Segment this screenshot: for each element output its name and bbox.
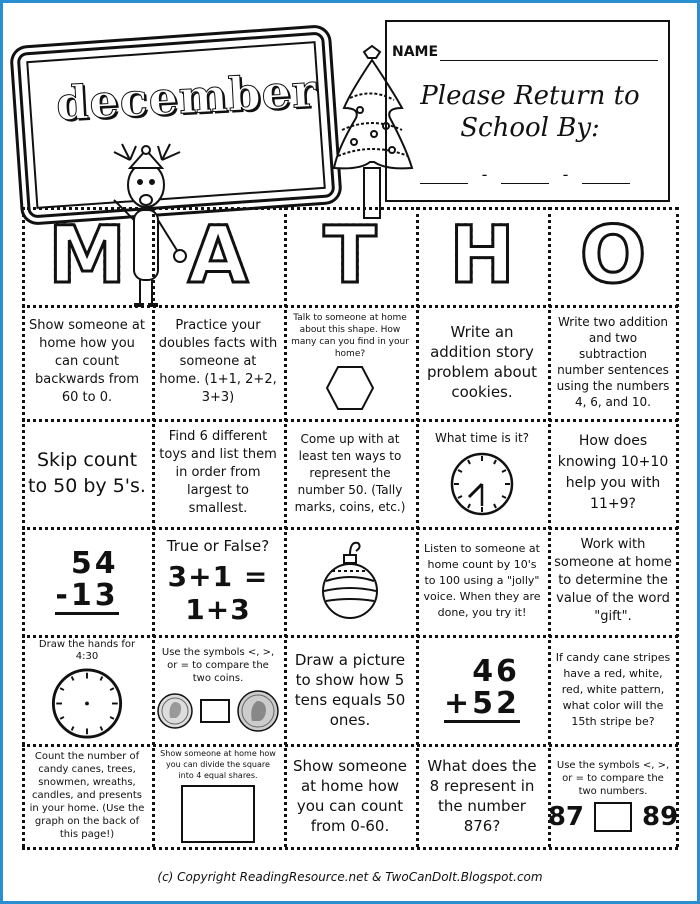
activity-text: Draw a picture to show how 5 tens equals 50 ones. <box>294 650 406 729</box>
hexagon-icon <box>325 364 375 412</box>
activity-cell <box>152 527 284 635</box>
activity-text: Show someone at home how you can count backwards from 60 to 0. <box>29 318 145 405</box>
matho-header-cell <box>22 207 152 305</box>
matho-letter-o: O <box>579 211 647 301</box>
coin-compare <box>156 689 280 733</box>
copyright-footer: (c) Copyright ReadingResource.net & TwoCanDoIt.Blogspot.com <box>157 870 543 884</box>
activity-text: Draw the hands for 4:30 <box>38 639 136 662</box>
compare-right-number: 89 <box>642 802 679 832</box>
activity-cell <box>548 527 678 635</box>
activity-cell <box>548 419 678 527</box>
activity-text: If candy cane stripes have a red, white, red, white pattern, what color will the 15th stripe be? <box>555 650 671 728</box>
activity-text: Find 6 different toys and list them in order from largest to smallest. <box>159 429 277 516</box>
matho-header-cell <box>548 207 678 305</box>
activity-text: Come up with at least ten ways to represent the number 50. (Tally marks, coins, etc.) <box>294 431 406 514</box>
matho-header-cell <box>152 207 284 305</box>
activity-cell <box>22 744 152 847</box>
activity-cell <box>284 635 416 744</box>
matho-letter-t: T <box>323 211 377 301</box>
activity-cell <box>284 744 416 847</box>
activity-cell <box>284 305 416 419</box>
penny-coin-icon <box>156 692 194 730</box>
activity-text: What time is it? <box>434 431 530 445</box>
date-year-line[interactable] <box>582 165 630 184</box>
addition-problem <box>444 656 520 723</box>
activity-cell <box>152 635 284 744</box>
nickel-coin-icon <box>236 689 280 733</box>
activity-text: Show someone at home how you can count from 0-60. <box>293 756 407 835</box>
activity-text: Skip count to 50 by 5's. <box>28 449 146 497</box>
compare-symbol-box[interactable] <box>200 699 230 723</box>
return-date-lines <box>420 165 630 184</box>
activity-text: Use the symbols <, >, or = to compare the two numbers. <box>556 760 670 797</box>
activity-cell <box>22 635 152 744</box>
name-label: NAME <box>392 44 439 60</box>
activity-text: Listen to someone at home count by 10's to 100 using a "jolly" voice. When they are done, you try it! <box>423 542 541 619</box>
divide-square-shape <box>181 785 255 843</box>
activity-cell <box>152 419 284 527</box>
addition-bottom: +52 <box>444 686 520 721</box>
activity-cell <box>548 305 678 419</box>
activity-text: Work with someone at home to determine the value of the word "gift". <box>554 537 672 624</box>
date-separator: - <box>481 165 488 184</box>
subtraction-problem <box>55 545 119 615</box>
activity-cell <box>284 419 416 527</box>
activity-cell <box>416 527 548 635</box>
activity-text: Use the symbols <, >, or = to compare the two coins. <box>161 647 275 684</box>
subtraction-bottom: -13 <box>55 577 119 613</box>
activity-text: Practice your doubles facts with someone at home. (1+1, 2+2, 3+3) <box>158 318 278 405</box>
name-input-line[interactable] <box>440 60 658 61</box>
activity-text: Write an addition story problem about cookies. <box>426 323 538 401</box>
activity-cell <box>548 635 678 744</box>
date-day-line[interactable] <box>501 165 549 184</box>
compare-left-number: 87 <box>547 802 584 832</box>
activity-cell <box>22 305 152 419</box>
matho-header-cell <box>284 207 416 305</box>
date-month-line[interactable] <box>420 165 468 184</box>
clock-icon <box>449 451 515 517</box>
activity-text: Write two addition and two subtraction number sentences using the numbers 4, 6, and 10. <box>556 315 670 409</box>
activity-text: True or False? <box>166 537 270 555</box>
ornament-icon <box>320 539 380 623</box>
matho-letter-m: M <box>48 211 126 301</box>
activity-cell <box>22 419 152 527</box>
activity-cell <box>152 744 284 847</box>
activity-cell <box>416 635 548 744</box>
activity-text: Talk to someone at home about this shape. How many can you find in your home? <box>291 313 409 359</box>
return-instructions: Please Return to School By: <box>420 81 640 143</box>
activity-cell <box>548 744 678 847</box>
matho-letter-h: H <box>449 211 515 301</box>
activity-text: How does knowing 10+10 help you with 11+9? <box>557 433 669 512</box>
activity-text: Show someone at home how you can divide the square into 4 equal shares. <box>160 749 276 780</box>
compare-symbol-box[interactable] <box>594 802 632 832</box>
date-separator: - <box>562 165 569 184</box>
addition-top: 46 <box>472 654 520 689</box>
activity-cell <box>416 419 548 527</box>
matho-letter-a: A <box>187 211 249 301</box>
number-compare <box>548 802 678 832</box>
activity-cell <box>416 744 548 847</box>
month-title: december <box>54 63 319 131</box>
activity-text: Count the number of candy canes, trees, snowmen, wreaths, candles, and presents in your home. (Use the graph on the back of this page!) <box>29 751 145 840</box>
activity-text: What does the 8 represent in the number 876? <box>427 756 537 835</box>
subtraction-top: 54 <box>70 545 119 581</box>
activity-cell <box>152 305 284 419</box>
blank-clock-icon <box>49 667 125 740</box>
equation: 3+1 = 1+3 <box>167 560 269 626</box>
matho-header-cell <box>416 207 548 305</box>
activity-cell <box>416 305 548 419</box>
activity-cell <box>284 527 416 635</box>
activity-cell <box>22 527 152 635</box>
